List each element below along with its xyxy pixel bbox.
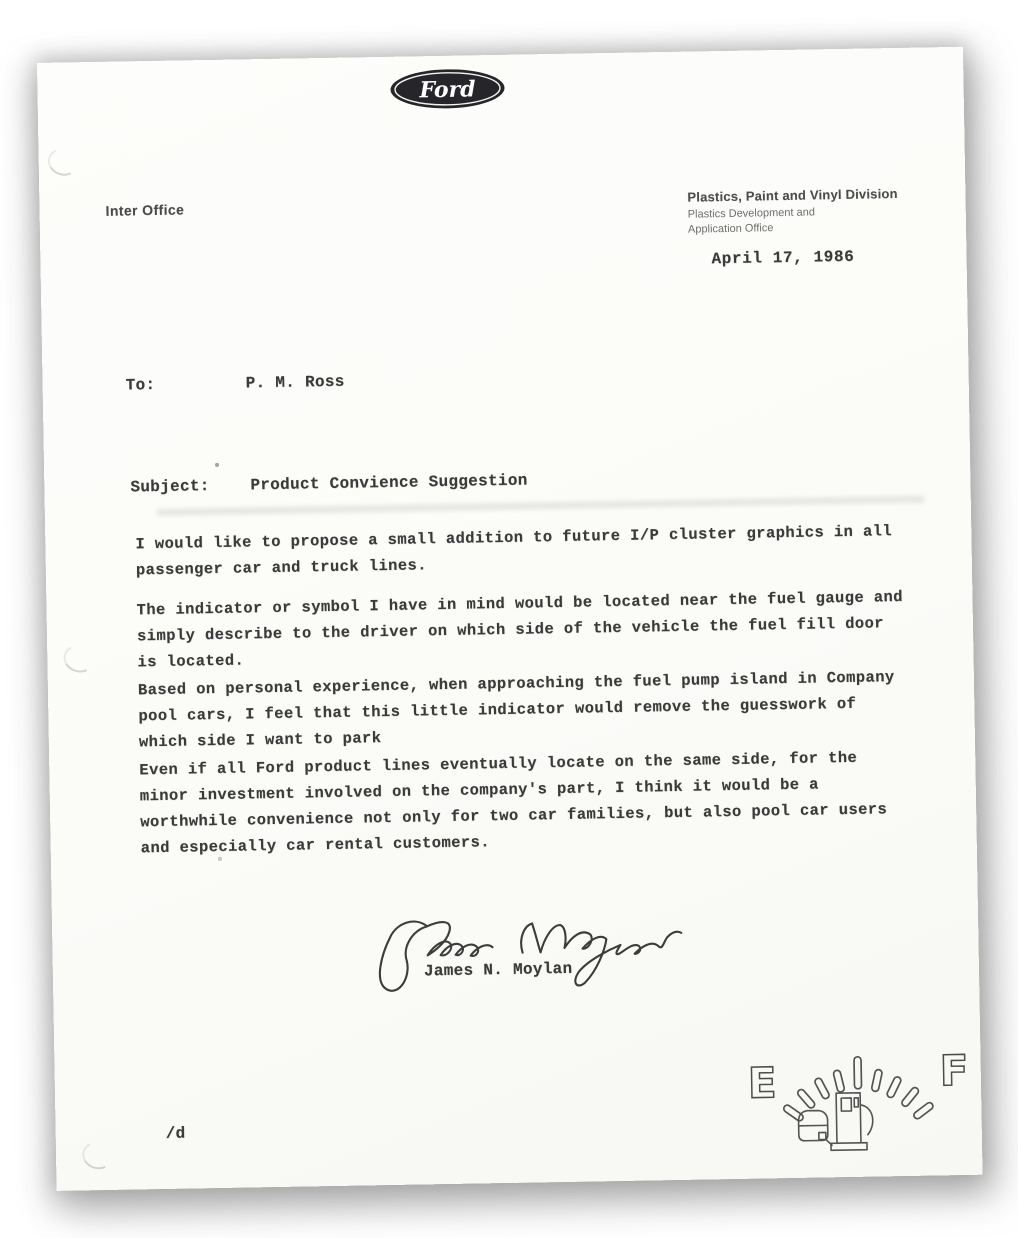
to-label: To: <box>125 375 156 395</box>
body-paragraph-3: Based on personal experience, when approaching the fuel pump island in Company pool cars, I feel that this little indicator would remove the guesswork of which side I want to park <box>137 668 895 752</box>
ink-speck-2 <box>218 857 222 861</box>
subject-row <box>130 472 528 497</box>
gauge-tick-arc <box>782 1056 935 1123</box>
signature-stroke-james <box>379 920 493 991</box>
ford-logo-script: Ford <box>419 76 476 104</box>
body-paragraph-1: I would like to propose a small addition to future I/P cluster graphics in all passenger car and truck lines. <box>135 522 893 580</box>
fuel-gauge-drawing <box>739 1045 985 1167</box>
division-block <box>687 185 958 237</box>
division-office-line1: Plastics Development and <box>687 206 816 221</box>
gauge-empty-letter: E <box>747 1058 778 1108</box>
to-value: P. M. Ross <box>245 372 345 393</box>
body-paragraph-2: The indicator or symbol I have in mind would be located near the fuel gauge and simply describe to the driver on which side of the vehicle the fuel fill door is located. <box>136 587 904 672</box>
hole-punch-top <box>44 145 82 180</box>
signature-handwritten <box>365 891 707 1001</box>
subject-label: Subject: <box>130 477 210 497</box>
division-office-line2: Application Office <box>687 221 774 236</box>
division-title: Plastics, Paint and Vinyl Division <box>687 185 898 205</box>
subject-value: Product Convience Suggestion <box>250 471 528 495</box>
memo-date: April 17, 1986 <box>711 247 855 269</box>
hole-punch-middle <box>60 641 98 676</box>
scan-ghost-band <box>157 496 925 516</box>
gauge-full-letter: F <box>939 1045 969 1096</box>
body-paragraph-4: Even if all Ford product lines eventually locate on the same side, for the minor investment involved on the company's part, I think it would be a worthwhile convenience not only for two car families, but also pool car users and especially car rental customers. <box>139 748 888 858</box>
hole-punch-bottom <box>79 1138 117 1173</box>
ink-speck-1 <box>215 463 219 467</box>
gauge-pump-sketch <box>830 1093 873 1151</box>
signature-typed-name: James N. Moylan <box>423 959 573 981</box>
memo-page <box>37 47 983 1191</box>
recipient-row <box>125 373 344 395</box>
inter-office-label: Inter Office <box>105 201 185 219</box>
ford-logo <box>388 67 507 111</box>
typist-initials: /d <box>165 1124 186 1143</box>
